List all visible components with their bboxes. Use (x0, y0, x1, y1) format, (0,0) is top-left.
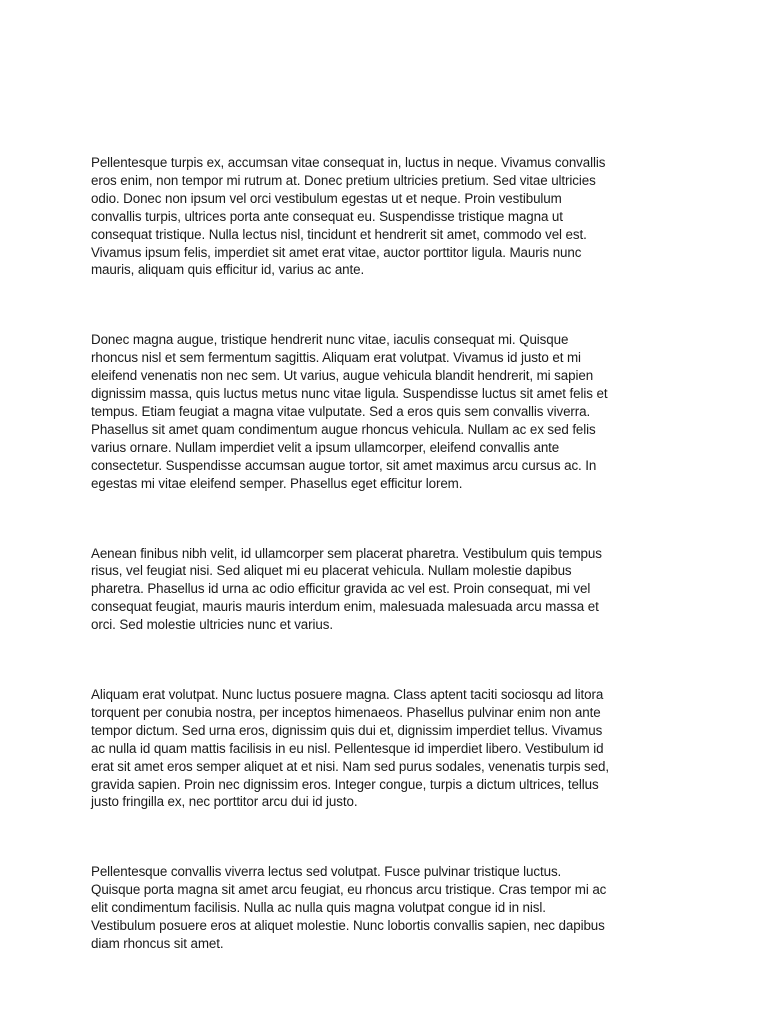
paragraph-4 (91, 686, 685, 811)
paragraph-line: tempor dictum. Sed urna eros, dignissim quis dui et, dignissim imperdiet tellus. Vivamus (91, 722, 603, 738)
paragraph-line: gravida sapien. Proin nec dignissim eros. Integer congue, turpis a dictum ultrices, tellus (91, 776, 599, 792)
paragraph-line: pharetra. Phasellus id urna ac odio efficitur gravida ac vel est. Proin consequat, mi vel (91, 581, 591, 597)
paragraph-line: Donec magna augue, tristique hendrerit nunc vitae, iaculis consequat mi. Quisque (91, 332, 569, 348)
paragraph-line: risus, vel feugiat nisi. Sed aliquet mi eu placerat vehicula. Nullam molestie dapibus (91, 563, 572, 579)
paragraph-line: Pellentesque convallis viverra lectus sed volutpat. Fusce pulvinar tristique luctus. (91, 864, 562, 880)
paragraph-5 (91, 863, 685, 953)
paragraph-line: eros enim, non tempor mi rutrum at. Donec pretium ultricies pretium. Sed vitae ultricies (91, 172, 596, 188)
paragraph-line: convallis turpis, ultrices porta ante consequat eu. Suspendisse tristique magna ut (91, 208, 563, 224)
paragraph-line: consequat feugiat, mauris mauris interdum enim, malesuada malesuada arcu massa et (91, 599, 599, 615)
paragraph-line: tempus. Etiam feugiat a magna vitae vulputate. Sed a eros quis sem convallis viverra. (91, 403, 591, 419)
paragraph-line: odio. Donec non ipsum vel orci vestibulum egestas ut et neque. Proin vestibulum (91, 190, 562, 206)
paragraph-line: torquent per conubia nostra, per inceptos himenaeos. Phasellus pulvinar enim non ante (91, 704, 601, 720)
paragraph-line: rhoncus nisl et sem fermentum sagittis. Aliquam erat volutpat. Vivamus id justo et mi (91, 350, 581, 366)
paragraph-line: Quisque porta magna sit amet arcu feugiat, eu rhoncus arcu tristique. Cras tempor mi ac (91, 882, 607, 898)
paragraph-line: mauris, aliquam quis efficitur id, varius ac ante. (91, 262, 365, 278)
paragraph-2 (91, 331, 685, 492)
paragraph-line: diam rhoncus sit amet. (91, 936, 224, 951)
paragraph-line: erat sit amet eros semper aliquet at et nisi. Nam sed purus sodales, venenatis turpis sed, (91, 758, 609, 774)
paragraph-line: egestas mi vitae eleifend semper. Phasellus eget efficitur lorem. (91, 475, 463, 491)
paragraph-line: dignissim massa, quis luctus metus nunc vitae ligula. Suspendisse luctus sit amet felis et (91, 386, 608, 402)
paragraph-3 (91, 545, 685, 635)
paragraph-line: ac nulla id quam mattis facilisis in eu nisl. Pellentesque id imperdiet libero. Vestibulum id (91, 740, 604, 756)
paragraph-line: elit condimentum facilisis. Nulla ac nulla quis magna volutpat congue id in nisl. (91, 900, 546, 916)
paragraph-1 (91, 154, 685, 279)
paragraph-line: Aenean finibus nibh velit, id ullamcorper sem placerat pharetra. Vestibulum quis tempus (91, 545, 602, 561)
paragraph-line: Aliquam erat volutpat. Nunc luctus posuere magna. Class aptent taciti sociosqu ad litora (91, 687, 604, 703)
paragraph-line: Pellentesque turpis ex, accumsan vitae consequat in, luctus in neque. Vivamus convallis (91, 155, 606, 170)
paragraph-line: varius ornare. Nullam imperdiet velit a ipsum ullamcorper, eleifend convallis ante (91, 439, 560, 455)
paragraph-line: Vivamus ipsum felis, imperdiet sit amet erat vitae, auctor porttitor ligula. Mauris nunc (91, 244, 582, 260)
paragraph-line: consequat tristique. Nulla lectus nisl, tincidunt et hendrerit sit amet, commodo vel est. (91, 226, 587, 242)
document-body (91, 154, 768, 953)
paragraph-line: eleifend venenatis non nec sem. Ut varius, augue vehicula blandit hendrerit, mi sapien (91, 368, 594, 384)
paragraph-line: Vestibulum posuere eros at aliquet molestie. Nunc lobortis convallis sapien, nec dapibus (91, 918, 605, 934)
paragraph-line: Phasellus sit amet quam condimentum augue rhoncus vehicula. Nullam ac ex sed felis (91, 421, 596, 437)
paragraph-line: consectetur. Suspendisse accumsan augue tortor, sit amet maximus arcu cursus ac. In (91, 457, 597, 473)
paragraph-line: orci. Sed molestie ultricies nunc et varius. (91, 617, 333, 633)
paragraph-line: justo fringilla ex, nec porttitor arcu dui id justo. (91, 794, 358, 810)
